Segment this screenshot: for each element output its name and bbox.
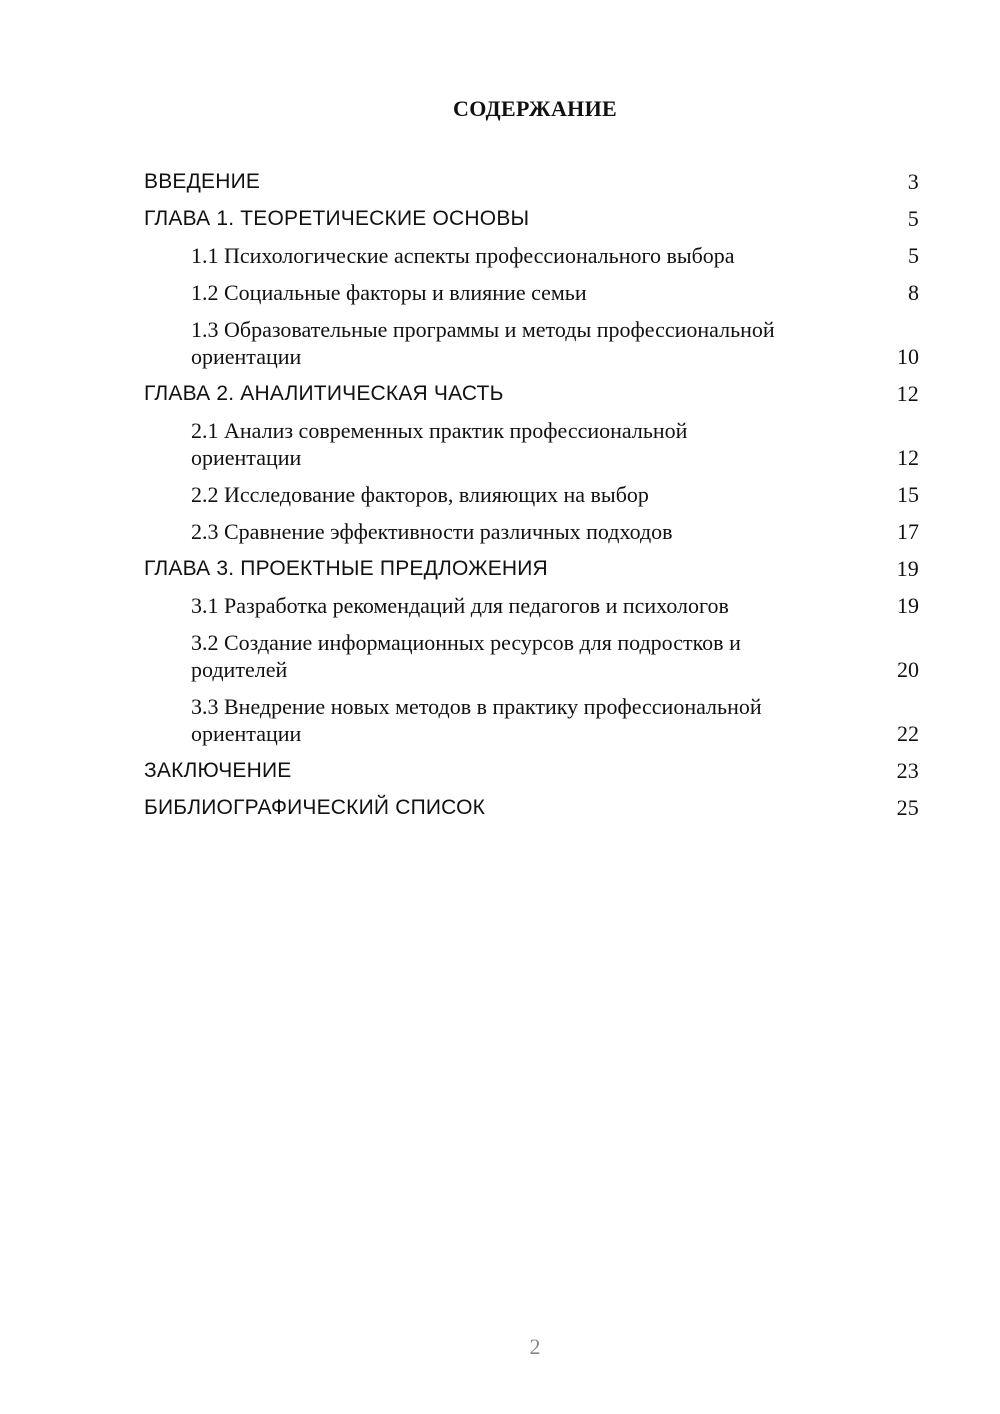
toc-entry-label: БИБЛИОГРАФИЧЕСКИЙ СПИСОК bbox=[144, 796, 486, 819]
toc-entry-label: ГЛАВА 3. ПРОЕКТНЫЕ ПРЕДЛОЖЕНИЯ bbox=[144, 557, 548, 580]
toc-entry-page: 20 bbox=[897, 657, 919, 682]
toc-entry-chapter-1[interactable] bbox=[144, 205, 919, 232]
toc-entry-page: 10 bbox=[897, 344, 919, 369]
toc-entry-label: 3.1 Разработка рекомендаций для педагогов и психологов bbox=[191, 593, 729, 618]
toc-entry-page: 8 bbox=[908, 280, 919, 305]
toc-entry-page: 19 bbox=[897, 593, 919, 618]
toc-entry-section-1-3[interactable] bbox=[144, 316, 919, 370]
toc-entry-section-1-1[interactable] bbox=[144, 242, 919, 269]
toc-entry-page: 12 bbox=[896, 381, 919, 406]
toc-entry-chapter-3[interactable] bbox=[144, 555, 919, 582]
toc-entry-bibliography[interactable] bbox=[144, 794, 919, 821]
toc-entry-introduction[interactable] bbox=[144, 168, 919, 195]
toc-entry-section-1-2[interactable] bbox=[144, 279, 919, 306]
toc-entry-chapter-2[interactable] bbox=[144, 380, 919, 407]
toc-entry-page: 5 bbox=[908, 243, 919, 268]
toc-entry-section-3-2[interactable] bbox=[144, 629, 919, 683]
toc-entry-label: 1.1 Психологические аспекты профессионального выбора bbox=[191, 243, 735, 268]
toc-entry-label: ВВЕДЕНИЕ bbox=[144, 170, 261, 193]
toc-entry-page: 3 bbox=[907, 169, 919, 194]
toc-entry-page: 15 bbox=[897, 482, 919, 507]
toc-entry-section-2-2[interactable] bbox=[144, 481, 919, 508]
toc-entry-page: 25 bbox=[896, 795, 919, 820]
toc-entry-page: 22 bbox=[897, 721, 919, 746]
toc-entry-label: 2.3 Сравнение эффективности различных подходов bbox=[191, 519, 673, 544]
page-number: 2 bbox=[529, 1334, 541, 1359]
toc-entry-section-2-3[interactable] bbox=[144, 518, 919, 545]
toc-entry-page: 12 bbox=[897, 445, 919, 470]
toc-entry-section-3-1[interactable] bbox=[144, 592, 919, 619]
toc-entry-conclusion[interactable] bbox=[144, 757, 919, 784]
toc-entry-label: ГЛАВА 2. АНАЛИТИЧЕСКАЯ ЧАСТЬ bbox=[144, 382, 504, 405]
toc-entry-page: 17 bbox=[897, 519, 919, 544]
toc-entry-page: 5 bbox=[907, 206, 919, 231]
toc-entry-page: 19 bbox=[896, 556, 919, 581]
toc-entry-label: 2.2 Исследование факторов, влияющих на выбор bbox=[191, 482, 649, 507]
page-title: СОДЕРЖАНИЕ bbox=[453, 96, 617, 121]
toc-entry-label: 2.1 Анализ современных практик профессиональной ориентации bbox=[191, 418, 688, 470]
toc-entry-section-3-3[interactable] bbox=[144, 693, 919, 747]
toc-entry-label: ГЛАВА 1. ТЕОРЕТИЧЕСКИЕ ОСНОВЫ bbox=[144, 207, 530, 230]
table-of-contents bbox=[144, 168, 919, 831]
toc-entry-section-2-1[interactable] bbox=[144, 417, 919, 471]
toc-entry-label: 3.2 Создание информационных ресурсов для подростков и родителей bbox=[191, 630, 741, 682]
toc-entry-label: 3.3 Внедрение новых методов в практику профессиональной ориентации bbox=[191, 694, 762, 746]
toc-entry-label: 1.2 Социальные факторы и влияние семьи bbox=[191, 280, 587, 305]
toc-entry-page: 23 bbox=[896, 758, 919, 783]
toc-entry-label: ЗАКЛЮЧЕНИЕ bbox=[144, 759, 292, 782]
toc-entry-label: 1.3 Образовательные программы и методы профессиональной ориентации bbox=[191, 317, 775, 369]
